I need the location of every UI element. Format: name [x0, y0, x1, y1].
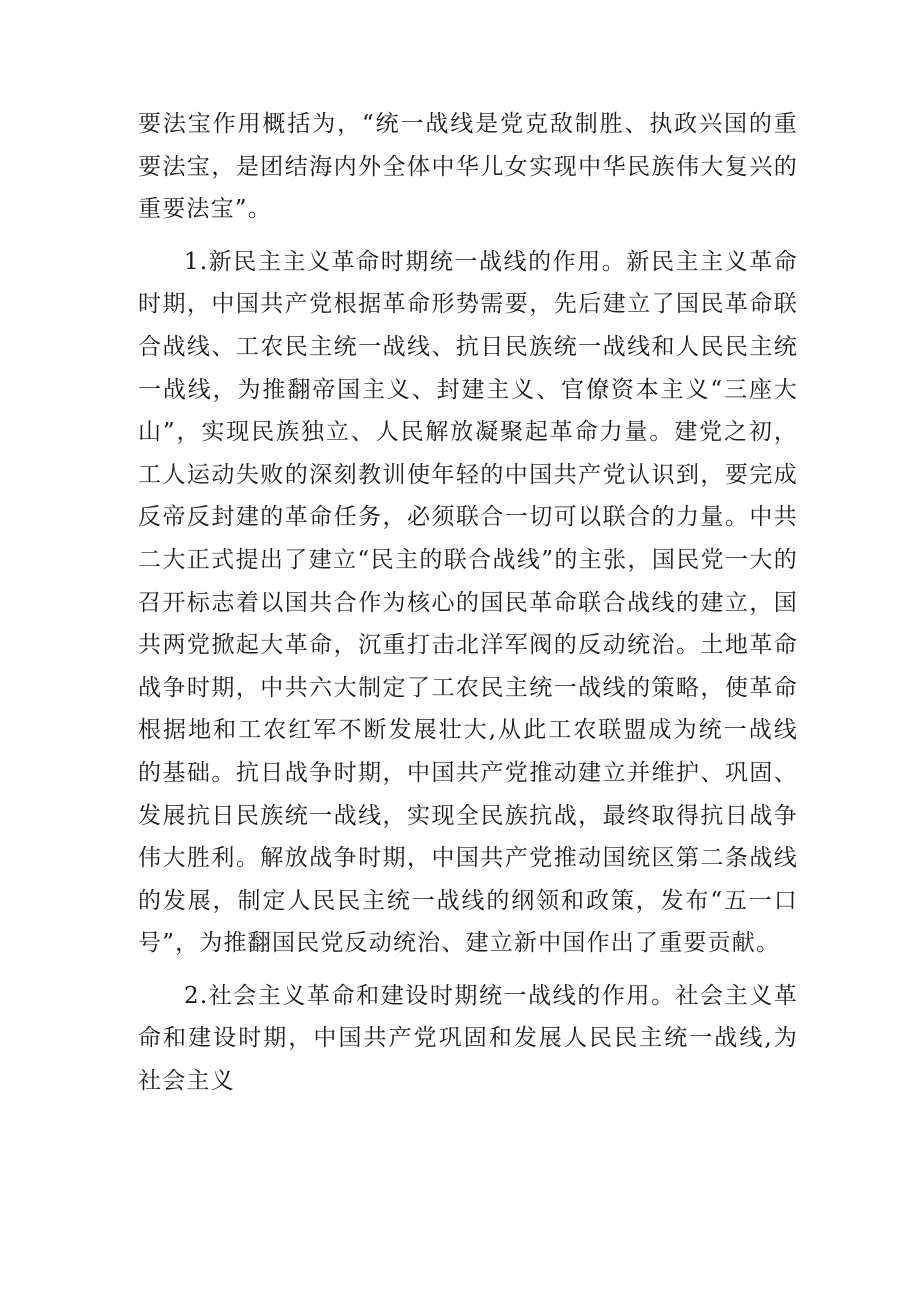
document-body [138, 103, 798, 1103]
paragraph-new-democratic-revolution: 1.新民主主义革命时期统一战线的作用。新民主主义革命时期，中国共产党根据革命形势需要，先后建立了国民革命联合战线、工农民主统一战线、抗日民族统一战线和人民民主统一战线，为推翻帝国主义、封建主义、官僚资本主义“三座大山”，实现民族独立、人民解放凝聚起革命力量。建党之初，工人运动失败的深刻教训使年轻的中国共产党认识到，要完成反帝反封建的革命任务，必须联合一切可以联合的力量。中共二大正式提出了建立“民主的联合战线”的主张，国民党一大的召开标志着以国共合作为核心的国民革命联合战线的建立，国共两党掀起大革命，沉重打击北洋军阀的反动统治。土地革命战争时期，中共六大制定了工农民主统一战线的策略，使革命根据地和工农红军不断发展壮大,从此工农联盟成为统一战线的基础。抗日战争时期，中国共产党推动建立并维护、巩固、发展抗日民族统一战线，实现全民族抗战，最终取得抗日战争伟大胜利。解放战争时期，中国共产党推动国统区第二条战线的发展，制定人民民主统一战线的纲领和政策，发布“五一口号”，为推翻国民党反动统治、建立新中国作出了重要贡献。 [138, 248, 798, 957]
paragraph-continuation: 要法宝作用概括为，“统一战线是党克敌制胜、执政兴国的重要法宝，是团结海内外全体中华儿女实现中华民族伟大复兴的重要法宝”。 [138, 111, 798, 223]
paragraph-socialist-revolution: 2.社会主义革命和建设时期统一战线的作用。社会主义革命和建设时期，中国共产党巩固和发展人民民主统一战线,为社会主义 [138, 982, 798, 1095]
